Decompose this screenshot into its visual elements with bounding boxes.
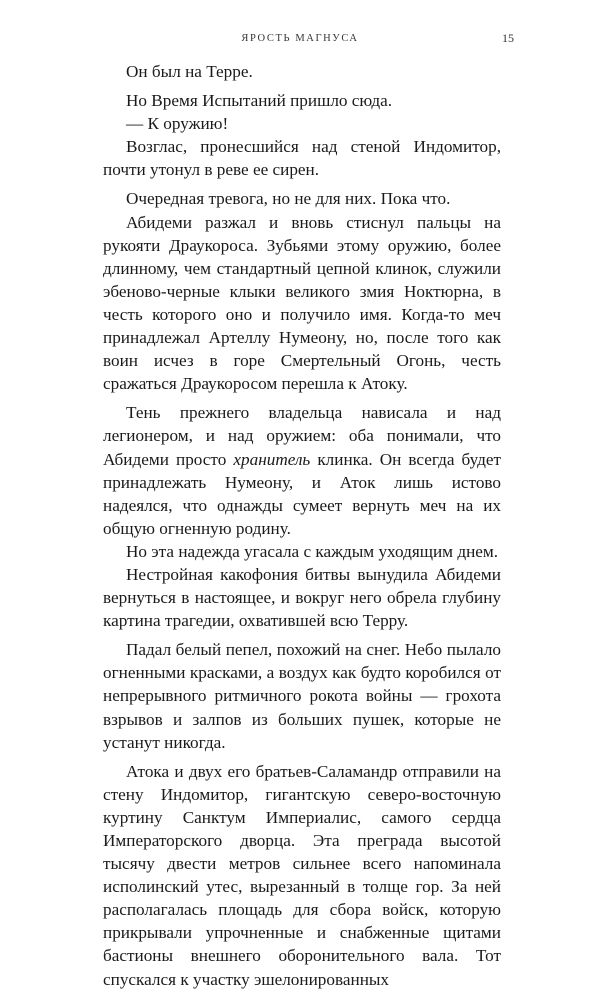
body-text — [103, 60, 501, 991]
emphasized-word: хранитель — [233, 449, 311, 469]
running-title: ЯРОСТЬ МАГНУСА — [241, 33, 359, 44]
paragraph: Очередная тревога, но не для них. Пока что. — [126, 189, 451, 209]
paragraph: Атока и двух его братьев-Саламандр отправили на стену Индомитор, гигантскую северо-восточную куртину Санктум Империалис, самого сердца Императорского дворца. Эта преграда высотой тысячу двести метров сильнее всего напоминала исполинский утес, вырезанный в толще гор. За ней располагалась площадь для сбора войск, которую прикрывали упрочненные и снабженные щитами бастионы внешнего оборонительного вала. Тот спускался к участку эшелонированных — [103, 761, 501, 989]
paragraph: Он был на Терре. — [126, 62, 253, 81]
paragraph: Нестройная какофония битвы вынудила Абидеми вернуться в настоящее, и вокруг него обрела глубину картина трагедии, охватившей всю Терру. — [103, 564, 501, 631]
paragraph-text: клинка. Он всегда будет принадлежать Нумеону, и Аток лишь истово надеялся, что однажды сумеет вернуть меч на их общую огненную родину. — [103, 449, 501, 538]
paragraph: Но Время Испытаний пришло сюда. — [126, 91, 393, 111]
page-number: 15 — [502, 31, 514, 45]
paragraph — [103, 401, 501, 540]
paragraph: Возглас, пронесшийся над стеной Индомитор, почти утонул в реве ее сирен. — [103, 137, 501, 180]
paragraph: Абидеми разжал и вновь стиснул пальцы на рукояти Драукороса. Зубьями этому оружию, более длинному, чем стандартный цепной клинок, служили эбеново-черные клыки великого змия Ноктюрна, в честь которого оно и получило имя. Когда-то меч принадлежал Артеллу Нумеону, но, после того как воин исчез в горе Смертельный Огонь, честь сражаться Драукоросом перешла к Атоку. — [103, 212, 501, 394]
paragraph: Но эта надежда угасала с каждым уходящим днем. — [126, 541, 499, 561]
paragraph: Падал белый пепел, похожий на снег. Небо пылало огненными красками, а воздух как будто коробился от непрерывного ритмичного рокота войны — грохота взрывов и залпов из больших пушек, которые не устанут никогда. — [103, 640, 501, 752]
paragraph-text: Тень прежнего владельца нависала и над легионером, и над оружием: оба понимали, что Абидеми просто — [103, 403, 501, 469]
paragraph: — К оружию! — [126, 114, 229, 134]
